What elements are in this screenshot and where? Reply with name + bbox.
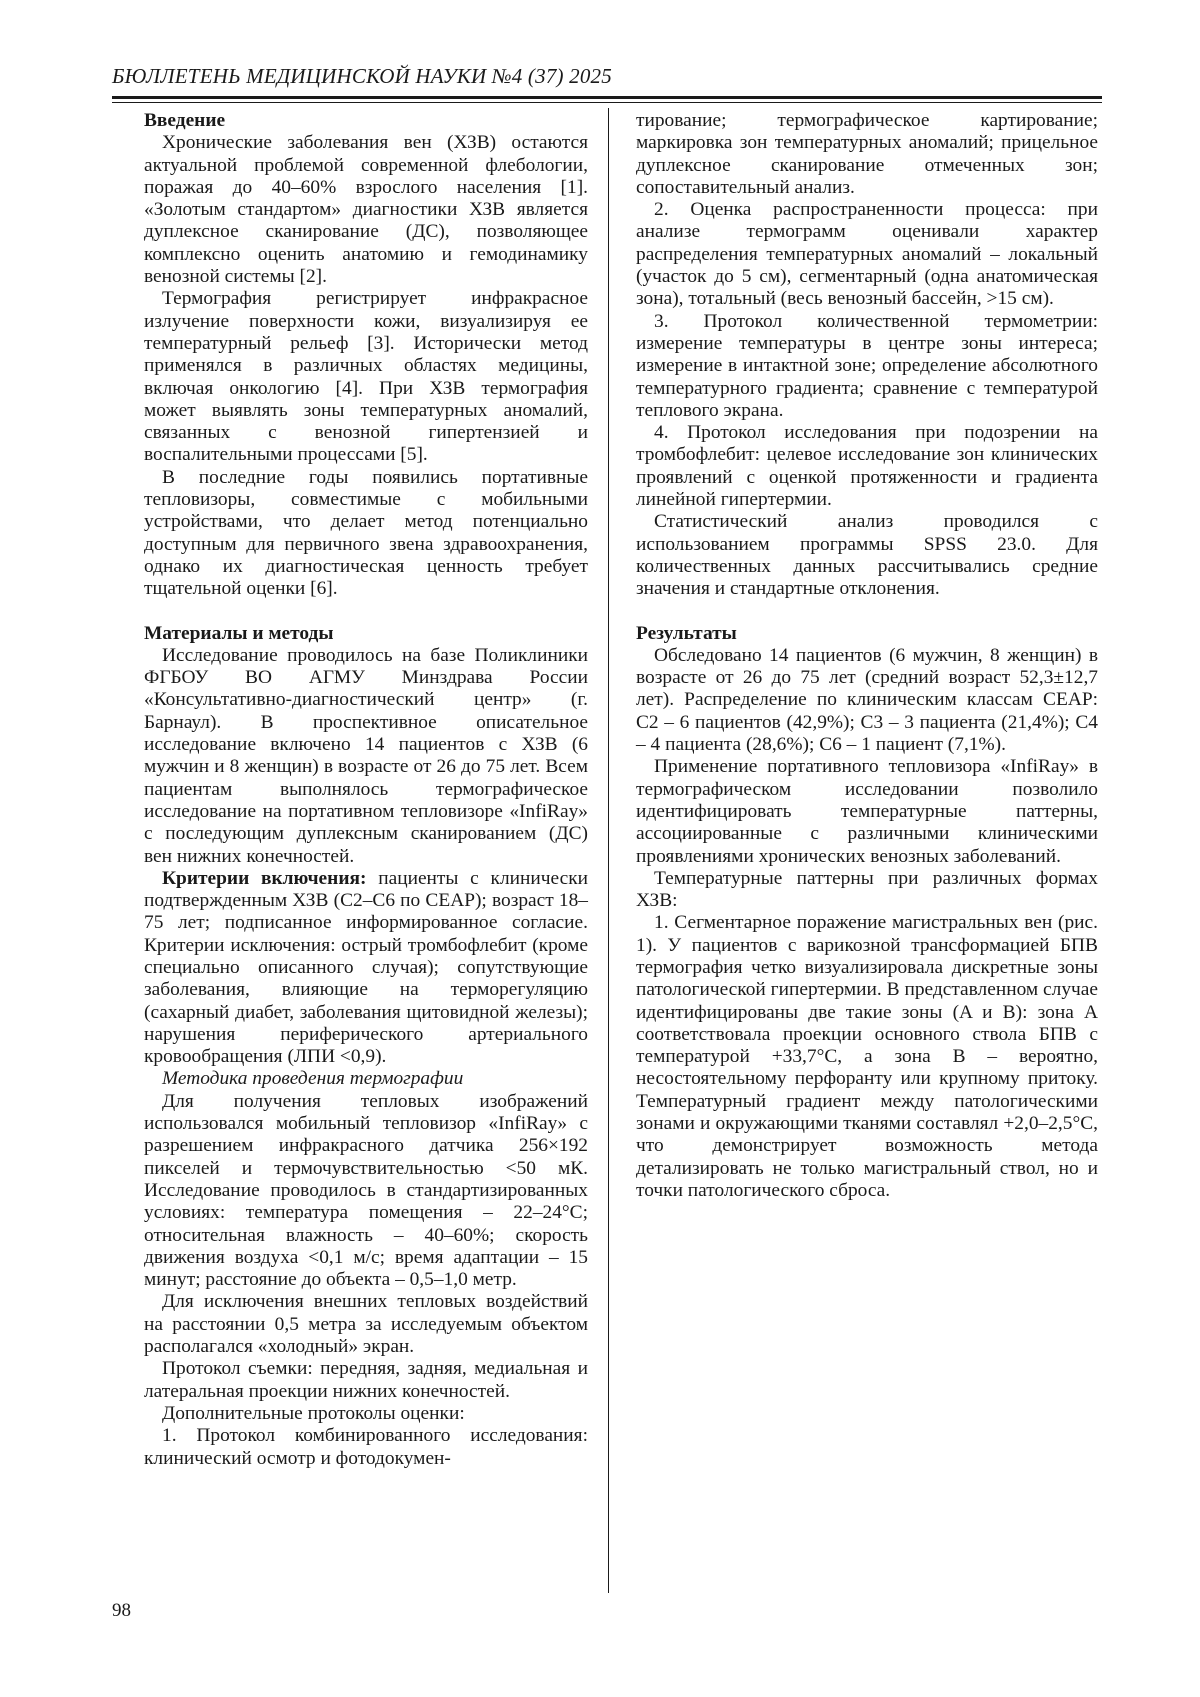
column-divider [608, 108, 609, 1593]
results-paragraph-4: 1. Сегментарное поражение магистральных вен (рис. 1). У пациентов с варикозной трансформацией БПВ термография четко визуализировала дискретные зоны патологической гипертермии. В представленном случае идентифицированы две такие зоны (A и B): зона A соответствовала проекции основного ствола БПВ с температурой +33,7°С, а зона B – вероятно, несостоятельному перфоранту или крупному притоку. Температурный градиент между патологическими зонами и окружающими тканями составлял +2,0–2,5°С, что демонстрирует возможность метода детализировать не только магистральный ствол, но и точки патологического сброса. [636, 912, 1098, 1201]
journal-header: БЮЛЛЕТЕНЬ МЕДИЦИНСКОЙ НАУКИ №4 (37) 2025 [112, 64, 612, 88]
page-number: 98 [112, 1600, 131, 1621]
criteria-text: пациенты с клинически подтвержденным ХЗВ (С2–С6 по CEAP); возраст 18–75 лет; подписанное информированное согласие. Критерии исключения: острый тромбофлебит (кроме специально описанного случая); сопутствующие заболевания, влияющие на терморегуляцию (сахарный диабет, заболевания щитовидной железы); нарушения периферического артериального кровообращения (ЛПИ <0,9). [144, 867, 588, 1068]
technique-subheading: Методика проведения термографии [162, 1068, 464, 1090]
protocol-2-paragraph: 2. Оценка распространенности процесса: при анализе термограмм оценивали характер распределения температурных аномалий – локальный (участок до 5 см), сегментарный (одна анатомическая зона), тотальный (весь венозный бассейн, >15 см). [636, 199, 1098, 310]
results-paragraph-2: Применение портативного тепловизора «InfiRay» в термографическом исследовании позволило идентифицировать температурные паттерны, ассоциированные с различными клиническими проявлениями хронических венозных заболеваний. [636, 756, 1098, 867]
technique-paragraph-3: Протокол съемки: передняя, задняя, медиальная и латеральная проекции нижних конечностей. [144, 1358, 588, 1402]
section-heading-methods: Материалы и методы [144, 622, 334, 644]
intro-paragraph-2: Термография регистрирует инфракрасное излучение поверхности кожи, визуализируя ее температурный рельеф [3]. Исторически метод применялся в различных областях медицины, включая онкологию [4]. При ХЗВ термография может выявлять зоны температурных аномалий, связанных с венозной гипертензией и воспалительными процессами [5]. [144, 288, 588, 466]
results-paragraph-3: Температурные паттерны при различных формах ХЗВ: [636, 867, 1098, 912]
section-heading-introduction: Введение [144, 110, 226, 131]
intro-paragraph-1: Хронические заболевания вен (ХЗВ) остаются актуальной проблемой современной флебологии, поражая до 40–60% взрослого населения [1]. «Золотым стандартом» диагностики ХЗВ является дуплексное сканирование (ДС), позволяющее комплексно оценить анатомию и гемодинамику венозной системы [2]. [144, 132, 588, 288]
technique-paragraph-5: 1. Протокол комбинированного исследования: клинический осмотр и фотодокумен- [144, 1425, 588, 1469]
results-paragraph-1: Обследовано 14 пациентов (6 мужчин, 8 женщин) в возрасте от 26 до 75 лет (средний возраст 52,3±12,7 лет). Распределение по клиническим классам CEAP: C2 – 6 пациентов (42,9%); C3 – 3 пациента (21,4%); C4 – 4 пациента (28,6%); C6 – 1 пациент (7,1%). [636, 644, 1098, 756]
section-gap [636, 601, 1098, 623]
section-heading-results: Результаты [636, 622, 737, 644]
left-column [144, 110, 588, 1470]
header-rule-thick [112, 96, 1102, 99]
intro-paragraph-3: В последние годы появились портативные тепловизоры, совместимые с мобильными устройствами, что делает метод потенциально доступным для первичного звена здравоохранения, однако их диагностическая ценность требует тщательной оценки [6]. [144, 466, 588, 600]
section-gap [144, 601, 588, 623]
criteria-paragraph [144, 868, 588, 1069]
right-column [636, 110, 1098, 1202]
technique-paragraph-4: Дополнительные протоколы оценки: [162, 1402, 465, 1424]
protocol-4-paragraph: 4. Протокол исследования при подозрении на тромбофлебит: целевое исследование зон клинических проявлений с оценкой протяженности и градиента линейной гипертермии. [636, 422, 1098, 511]
criteria-label: Критерии включения: [162, 867, 367, 889]
technique-paragraph-1: Для получения тепловых изображений использовался мобильный тепловизор «InfiRay» с разрешением инфракрасного датчика 256×192 пикселей и термочувствительностью <50 мК. Исследование проводилось в стандартизированных условиях: температура помещения – 22–24°С; относительная влажность – 40–60%; скорость движения воздуха <0,1 м/с; время адаптации – 15 минут; расстояние до объекта – 0,5–1,0 метр. [144, 1090, 588, 1291]
methods-paragraph-1: Исследование проводилось на базе Поликлиники ФГБОУ ВО АГМУ Минздрава России «Консультативно-диагностический центр» (г. Барнаул). В проспективное описательное исследование включено 14 пациентов с ХЗВ (6 мужчин и 8 женщин) в возрасте от 26 до 75 лет. Всем пациентам выполнялось термографическое исследование на портативном тепловизоре «InfiRay» с последующим дуплексным сканированием (ДС) вен нижних конечностей. [144, 644, 588, 867]
continued-paragraph: тирование; термографическое картирование; маркировка зон температурных аномалий; прицельное дуплексное сканирование отмеченных зон; сопоставительный анализ. [636, 110, 1098, 198]
protocol-3-paragraph: 3. Протокол количественной термометрии: измерение температуры в центре зоны интереса; измерение в интактной зоне; определение абсолютного температурного градиента; сравнение с температурой теплового экрана. [636, 310, 1098, 421]
technique-paragraph-2: Для исключения внешних тепловых воздействий на расстоянии 0,5 метра за исследуемым объектом располагался «холодный» экран. [144, 1291, 588, 1358]
header-rule-thin [112, 102, 1102, 103]
statistics-paragraph: Статистический анализ проводился с использованием программы SPSS 23.0. Для количественных данных рассчитывались средние значения и стандартные отклонения. [636, 511, 1098, 600]
